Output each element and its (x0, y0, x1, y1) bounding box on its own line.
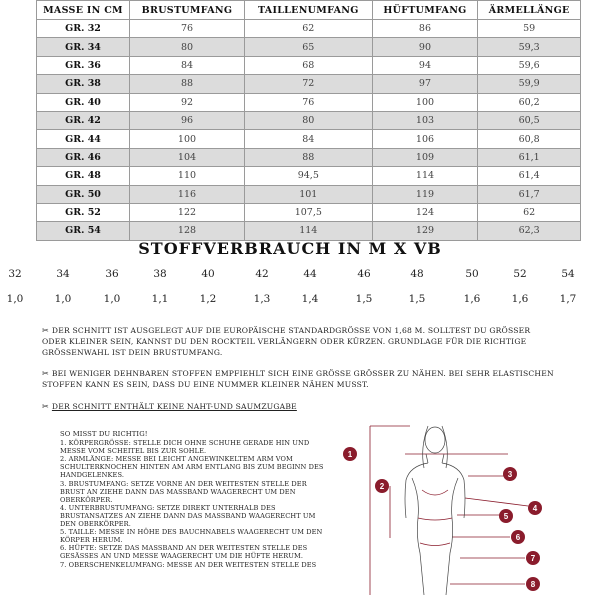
measurement-cell: 76 (244, 93, 372, 111)
measurement-figure (340, 418, 555, 595)
fabric-title: STOFFVERBRAUCH IN M X VB (138, 239, 442, 258)
note-text: DER SCHNITT ENTHÄLT KEINE NAHT-UND SAUMZUGABE (51, 402, 297, 411)
marker-label-3: 3 (507, 470, 513, 479)
fabric-amount: 1,0 (6, 293, 24, 305)
measurement-cell: 129 (372, 222, 478, 240)
fabric-size: 44 (303, 268, 317, 280)
measurement-cell: 59,3 (478, 38, 581, 56)
measurement-cell: 124 (372, 203, 478, 221)
fabric-amount: 1,7 (559, 293, 577, 305)
measurement-cell: 80 (244, 111, 372, 129)
measurement-cell: 72 (244, 75, 372, 93)
fabric-size: 50 (465, 268, 479, 280)
marker-label-2: 2 (379, 482, 385, 491)
fabric-size: 54 (561, 268, 575, 280)
instruction-item: 4. UNTERBRUSTUMFANG: SETZE DIREKT UNTERHALB DES BRUSTANSATZES AN ZIEHE DANN DAS MASSBAND WAAGERECHT UM DEN OBERKÖRPER. (60, 503, 316, 529)
measurement-cell: 84 (130, 56, 245, 74)
instruction-item: 6. HÜFTE: SETZE DAS MASSBAND AN DER WEITESTEN STELLE DES GESÄSSES AN UND MESSE WAAGERECHT UM DIE HÜFTE HERUM. (60, 544, 308, 561)
measurement-cell: 80 (130, 38, 245, 56)
scissors-icon: ✂ (42, 402, 49, 411)
size-label-cell: GR. 40 (37, 93, 130, 111)
measurement-cell: 88 (130, 75, 245, 93)
size-label-cell: GR. 46 (37, 148, 130, 166)
header-taillenumfang: TAILLENUMFANG (244, 1, 372, 20)
measurement-cell: 92 (130, 93, 245, 111)
size-table-row (37, 56, 581, 74)
size-table-row (37, 111, 581, 129)
figure-head (425, 427, 445, 453)
fabric-amount: 1,5 (355, 293, 373, 305)
header-hueftumfang: HÜFTUMFANG (372, 1, 478, 20)
size-label-cell: GR. 52 (37, 203, 130, 221)
measurement-cell: 101 (244, 185, 372, 203)
fabric-amount: 1,1 (151, 293, 169, 305)
measurement-cell: 96 (130, 111, 245, 129)
instruction-item: 3. BRUSTUMFANG: SETZE VORNE AN DER WEITESTEN STELLE DER BRUST AN ZIEHE DANN DAS MASSBAND WAAGERECHT UM DEN OBERKÖRPER. (60, 479, 307, 504)
note-text: DER SCHNITT IST AUSGELEGT AUF DIE EUROPÄISCHE STANDARDGRÖSSE VON 1,68 M. SOLLTEST DU GRÖSSER ODER KLEINER SEIN, KANNST DU DEN ROCKTEIL VERLÄNGERN ODER KÜRZEN. GRUNDLAGE FÜR DIE RICHTIGE GRÖSSENWAHL IST DEIN BRUSTUMFANG. (42, 326, 531, 357)
size-table-row (37, 203, 581, 221)
measurement-cell: 110 (130, 167, 245, 185)
fabric-size: 42 (255, 268, 269, 280)
marker-label-6: 6 (515, 533, 521, 542)
measurement-cell: 60,5 (478, 111, 581, 129)
size-table-row (37, 75, 581, 93)
measurement-cell: 114 (244, 222, 372, 240)
header-aermellaenge: ÄRMELLÄNGE (478, 1, 581, 20)
measurement-cell: 62 (244, 20, 372, 38)
marker-label-5: 5 (503, 512, 509, 521)
fabric-amount: 1,0 (103, 293, 121, 305)
marker-label-4: 4 (532, 504, 538, 513)
fabric-amount: 1,5 (408, 293, 426, 305)
fabric-size: 36 (105, 268, 119, 280)
measurement-cell: 62 (478, 203, 581, 221)
figure-markers (343, 447, 542, 591)
note-fabric-stretch (42, 368, 557, 390)
fabric-amount: 1,3 (253, 293, 271, 305)
measurement-cell: 59 (478, 20, 581, 38)
marker-label-1: 1 (347, 450, 353, 459)
measurement-cell: 60,2 (478, 93, 581, 111)
measurement-cell: 106 (372, 130, 478, 148)
fabric-amount: 1,0 (54, 293, 72, 305)
fabric-amount: 1,2 (199, 293, 217, 305)
instruction-item: 7. OBERSCHENKELUMFANG: MESSE AN DER WEITESTEN STELLE DES (60, 560, 317, 569)
size-table-row (37, 222, 581, 240)
measurement-cell: 109 (372, 148, 478, 166)
size-table-row (37, 167, 581, 185)
fabric-amount: 1,6 (511, 293, 529, 305)
measurement-cell: 76 (130, 20, 245, 38)
measurement-cell: 65 (244, 38, 372, 56)
measurement-cell: 86 (372, 20, 478, 38)
measurement-cell: 61,4 (478, 167, 581, 185)
size-label-cell: GR. 44 (37, 130, 130, 148)
size-label-cell: GR. 42 (37, 111, 130, 129)
measurement-cell: 68 (244, 56, 372, 74)
measurement-cell: 61,1 (478, 148, 581, 166)
size-label-cell: GR. 36 (37, 56, 130, 74)
scissors-icon: ✂ (42, 326, 49, 335)
note-seam-allowance (42, 401, 557, 412)
size-label-cell: GR. 54 (37, 222, 130, 240)
header-brustumfang: BRUSTUMFANG (130, 1, 245, 20)
measurement-cell: 104 (130, 148, 245, 166)
size-label-cell: GR. 34 (37, 38, 130, 56)
marker-label-8: 8 (530, 580, 536, 589)
measurement-cell: 88 (244, 148, 372, 166)
size-table-body (37, 20, 581, 241)
measurement-cell: 107,5 (244, 203, 372, 221)
instructions-title: SO MISST DU RICHTIG! (60, 430, 148, 438)
instruction-item: 1. KÖRPERGRÖSSE: STELLE DICH OHNE SCHUHE GERADE HIN UND MESSE VOM SCHEITEL BIS ZUR SOHLE. (60, 439, 310, 456)
measurement-cell: 59,9 (478, 75, 581, 93)
measurement-cell: 128 (130, 222, 245, 240)
fabric-size: 40 (201, 268, 215, 280)
measurement-cell: 94 (372, 56, 478, 74)
measuring-instructions (60, 430, 332, 569)
measurement-cell: 100 (372, 93, 478, 111)
size-label-cell: GR. 38 (37, 75, 130, 93)
scissors-icon: ✂ (42, 369, 49, 378)
note-text: BEI WENIGER DEHNBAREN STOFFEN EMPFIEHLT SICH EINE GRÖSSE GRÖSSER ZU NÄHEN. BEI SEHR ELASTISCHEN STOFFEN KANN ES SEIN, DASS DU EINE NUMMER KLEINER NÄHEN MUSST. (42, 369, 554, 389)
size-table-row (37, 20, 581, 38)
size-table-row (37, 93, 581, 111)
measurement-cell: 84 (244, 130, 372, 148)
size-label-cell: GR. 32 (37, 20, 130, 38)
measurement-cell: 60,8 (478, 130, 581, 148)
note-standard-size (42, 325, 557, 358)
fabric-amount: 1,4 (301, 293, 319, 305)
measurement-cell: 94,5 (244, 167, 372, 185)
measurement-cell: 62,3 (478, 222, 581, 240)
measurement-cell: 103 (372, 111, 478, 129)
instruction-item: 2. ARMLÄNGE: MESSE BEI LEICHT ANGEWINKELTEM ARM VOM SCHULTERKNOCHEN HINTEN AM ARM ENTLANG BIS ZUM BEGINN DES HANDGELENKES. (60, 455, 324, 480)
fabric-size: 52 (513, 268, 527, 280)
measurement-cell: 59,6 (478, 56, 581, 74)
size-table-row (37, 148, 581, 166)
measurement-cell: 122 (130, 203, 245, 221)
size-label-cell: GR. 48 (37, 167, 130, 185)
fabric-size: 34 (56, 268, 70, 280)
measurement-cell: 114 (372, 167, 478, 185)
measurement-cell: 61,7 (478, 185, 581, 203)
header-masse: MASSE IN CM (37, 1, 130, 20)
size-table-row (37, 185, 581, 203)
measurement-cell: 116 (130, 185, 245, 203)
size-table-header (37, 1, 581, 20)
measurement-cell: 97 (372, 75, 478, 93)
fabric-size: 32 (8, 268, 22, 280)
size-label-cell: GR. 50 (37, 185, 130, 203)
marker-label-7: 7 (530, 554, 536, 563)
measurement-cell: 90 (372, 38, 478, 56)
size-table-row (37, 38, 581, 56)
measurement-cell: 119 (372, 185, 478, 203)
instruction-item: 5. TAILLE: MESSE IN HÖHE DES BAUCHNABELS WAAGERECHT UM DEN KÖRPER HERUM. (60, 528, 323, 545)
fabric-amount: 1,6 (463, 293, 481, 305)
fabric-size: 38 (153, 268, 167, 280)
fabric-size: 46 (357, 268, 371, 280)
size-table (36, 0, 581, 241)
fabric-size: 48 (410, 268, 424, 280)
size-table-row (37, 130, 581, 148)
measurement-cell: 100 (130, 130, 245, 148)
